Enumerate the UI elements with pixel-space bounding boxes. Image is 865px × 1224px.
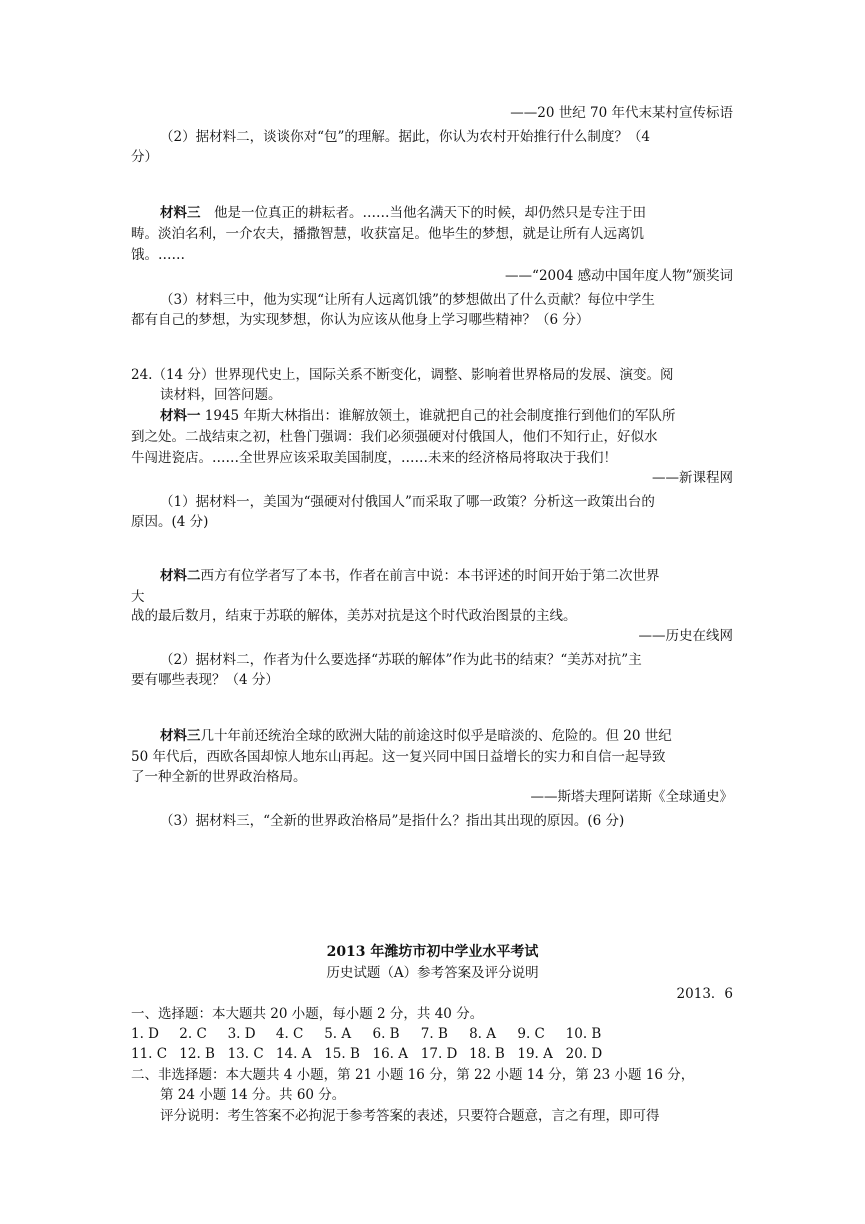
q24-material-1-source: ——新课程网: [652, 470, 733, 486]
q24-material-1-paragraph: 材料一 1945 年斯大林指出：谁解放领土，谁就把自己的社会制度推行到他们的军队所: [160, 408, 676, 424]
q24-material-3-text-cont: 了一种全新的世界政治格局。: [131, 769, 307, 785]
question-24-intro: 24.（14 分）世界现代史上，国际关系不断变化，调整、影响着世界格局的发展、演变。阅: [131, 367, 674, 383]
question-24-intro-cont: 读材料，回答问题。: [160, 387, 282, 403]
answer-8: 8. A: [469, 1026, 496, 1042]
section-1-heading: 一、选择题：本大题共 20 小题，每小题 2 分，共 40 分。: [131, 1006, 484, 1022]
q24-material-2-label: 材料二: [160, 568, 201, 584]
q24-material-2-text-cont: 战的最后数月，结束于苏联的解体，美苏对抗是这个时代政治图景的主线。: [131, 608, 577, 624]
q24-question-1-cont: 原因。(4 分): [131, 514, 209, 530]
answer-11: 11. C: [131, 1046, 168, 1062]
answer-13: 13. C: [227, 1046, 264, 1062]
scoring-note: 评分说明：考生答案不必拘泥于参考答案的表述，只要符合题意，言之有理，即可得: [160, 1108, 660, 1124]
answer-1: 1. D: [131, 1026, 159, 1042]
answers-date: 2013．6: [676, 986, 733, 1002]
q24-material-3-paragraph: 材料三几十年前还统治全球的欧洲大陆的前途这时似乎是暗淡的、危险的。但 20 世纪: [160, 728, 672, 744]
q24-material-2-source: ——历史在线网: [638, 628, 733, 644]
q24-question-3: （3）据材料三，“全新的世界政治格局”是指什么？指出其出现的原因。(6 分): [160, 813, 625, 829]
question-2-text: （2）据材料二，谈谈你对“包”的理解。据此，你认为农村开始推行什么制度？（4: [160, 129, 650, 145]
material-3-text-cont: 饿。……: [131, 247, 185, 263]
answer-10: 10. B: [565, 1026, 602, 1042]
section-2-heading: 二、非选择题：本大题共 4 小题，第 21 小题 16 分，第 22 小题 14 分，第 23 小题 16 分，: [131, 1067, 695, 1083]
answers-subtitle: 历史试题（A）参考答案及评分说明: [326, 965, 539, 981]
answer-5: 5. A: [324, 1026, 352, 1042]
q24-material-2-paragraph: 材料二西方有位学者写了本书，作者在前言中说：本书评述的时间开始于第二次世界: [160, 568, 660, 584]
q24-material-2-text: 大: [131, 589, 145, 605]
section-2-heading-cont: 第 24 小题 14 分。共 60 分。: [160, 1087, 346, 1103]
slogan-source: ——20 世纪 70 年代末某村宣传标语: [510, 105, 733, 121]
q24-material-1-text: 到之处。二战结束之初，杜鲁门强调：我们必须强硬对付俄国人，他们不知行止，好似水: [131, 429, 658, 445]
q24-material-1-text-cont: 牛闯进瓷店。……全世界应该采取美国制度，……未来的经济格局将取决于我们！: [131, 450, 617, 466]
answer-7: 7. B: [420, 1026, 448, 1042]
q24-material-3-text: 50 年代后，西欧各国却惊人地东山再起。这一复兴同中国日益增长的实力和自信一起导致: [131, 749, 666, 765]
answer-14: 14. A: [275, 1046, 312, 1062]
answer-4: 4. C: [275, 1026, 304, 1042]
question-3-text: （3）材料三中，他为实现“让所有人远离饥饿”的梦想做出了什么贡献？每位中学生: [160, 292, 655, 308]
material-3-paragraph: 材料三 他是一位真正的耕耘者。……当他名满天下的时候，却仍然只是专注于田: [160, 205, 646, 221]
answer-6: 6. B: [372, 1026, 400, 1042]
question-2-text-cont: 分）: [131, 149, 158, 165]
answer-12: 12. B: [179, 1046, 215, 1062]
answer-row-2: [131, 1045, 610, 1064]
question-3-text-cont: 都有自己的梦想，为实现梦想，你认为应该从他身上学习哪些精神？（6 分）: [131, 312, 590, 328]
material-3-text: 畴。淡泊名利，一介农夫，播撒智慧，收获富足。他毕生的梦想，就是让所有人远离饥: [131, 226, 644, 242]
answer-row-1: [131, 1025, 610, 1044]
answer-9: 9. C: [517, 1026, 545, 1042]
material-3-source: ——“2004 感动中国年度人物”颁奖词: [505, 268, 733, 284]
answer-17: 17. D: [420, 1046, 458, 1062]
q24-question-1: （1）据材料一，美国为“强硬对付俄国人”而采取了哪一政策？分析这一政策出台的: [160, 494, 655, 510]
answer-16: 16. A: [372, 1046, 408, 1062]
q24-question-2: （2）据材料二，作者为什么要选择“苏联的解体”作为此书的结束？“美苏对抗”主: [160, 652, 642, 668]
answer-3: 3. D: [227, 1026, 256, 1042]
q24-material-3-source: ——斯塔夫理阿诺斯《全球通史》: [530, 789, 733, 805]
q24-material-3-label: 材料三: [160, 728, 201, 744]
answer-18: 18. B: [469, 1046, 505, 1062]
answer-2: 2. C: [179, 1026, 207, 1042]
answer-20: 20. D: [565, 1046, 603, 1062]
q24-question-2-cont: 要有哪些表现？（4 分）: [131, 672, 279, 688]
answer-15: 15. B: [324, 1046, 360, 1062]
q24-material-1-label: 材料一: [160, 408, 201, 424]
answer-19: 19. A: [517, 1046, 553, 1062]
answers-title: 2013 年潍坊市初中学业水平考试: [326, 944, 539, 960]
material-3-label: 材料三: [160, 205, 201, 221]
